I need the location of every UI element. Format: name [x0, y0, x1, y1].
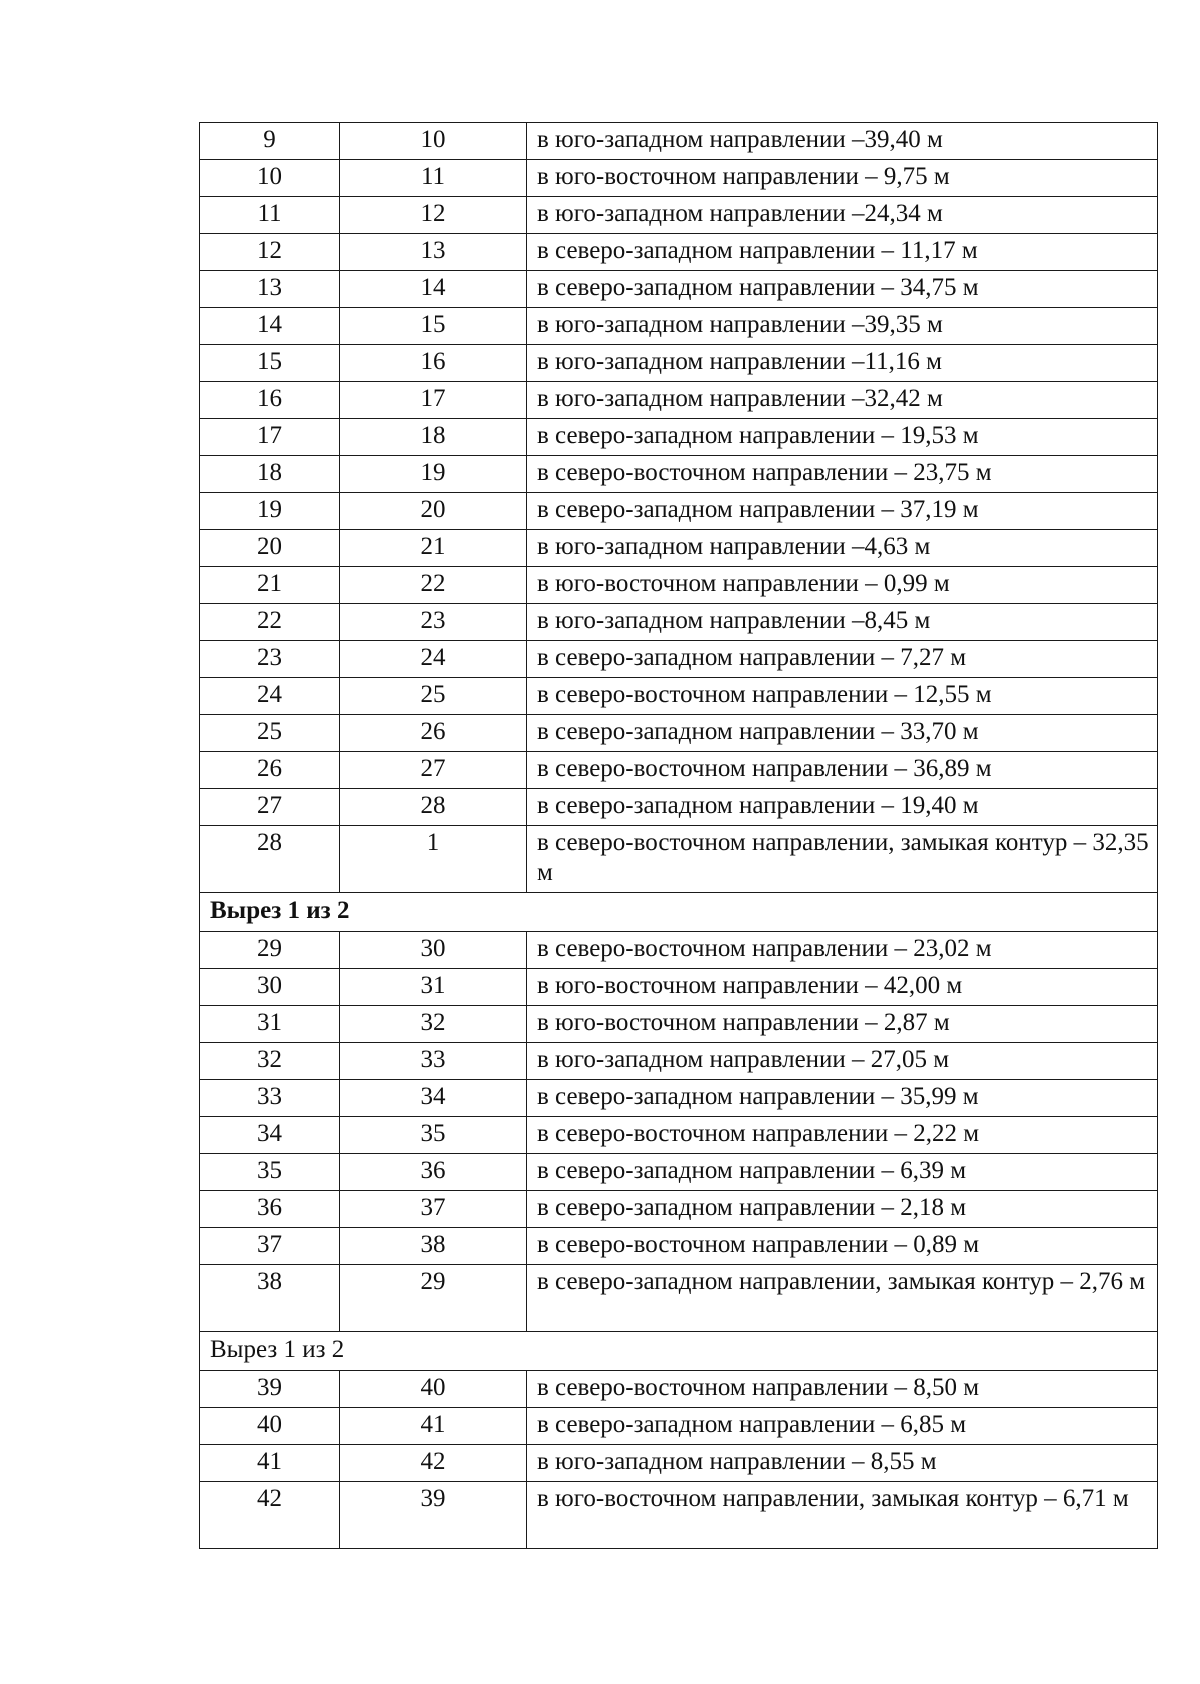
table-row	[200, 752, 1158, 789]
direction-description: в северо-восточном направлении – 0,89 м	[527, 1228, 1158, 1265]
to-point: 18	[340, 419, 527, 456]
from-point: 9	[200, 123, 340, 160]
table-row	[200, 123, 1158, 160]
to-point: 37	[340, 1191, 527, 1228]
to-point: 32	[340, 1006, 527, 1043]
table-row	[200, 419, 1158, 456]
direction-description: в северо-западном направлении – 6,39 м	[527, 1154, 1158, 1191]
table-row	[200, 1191, 1158, 1228]
from-point: 16	[200, 382, 340, 419]
direction-description: в северо-восточном направлении, замыкая контур – 32,35 м	[527, 826, 1158, 893]
from-point: 26	[200, 752, 340, 789]
table-row	[200, 1080, 1158, 1117]
table-row	[200, 456, 1158, 493]
table-row	[200, 1408, 1158, 1445]
from-point: 21	[200, 567, 340, 604]
from-point: 10	[200, 160, 340, 197]
direction-description: в северо-западном направлении – 34,75 м	[527, 271, 1158, 308]
table-row	[200, 969, 1158, 1006]
from-point: 42	[200, 1482, 340, 1549]
direction-description: в юго-восточном направлении – 2,87 м	[527, 1006, 1158, 1043]
direction-description: в северо-восточном направлении – 36,89 м	[527, 752, 1158, 789]
from-point: 12	[200, 234, 340, 271]
table-row	[200, 789, 1158, 826]
direction-description: в северо-западном направлении – 11,17 м	[527, 234, 1158, 271]
to-point: 23	[340, 604, 527, 641]
section-title: Вырез 1 из 2	[200, 893, 1158, 932]
table-row	[200, 1117, 1158, 1154]
direction-description: в северо-западном направлении – 19,40 м	[527, 789, 1158, 826]
from-point: 34	[200, 1117, 340, 1154]
from-point: 18	[200, 456, 340, 493]
from-point: 36	[200, 1191, 340, 1228]
to-point: 42	[340, 1445, 527, 1482]
table-row	[200, 1445, 1158, 1482]
direction-description: в северо-западном направлении – 19,53 м	[527, 419, 1158, 456]
table-row	[200, 1154, 1158, 1191]
table-row	[200, 715, 1158, 752]
to-point: 34	[340, 1080, 527, 1117]
to-point: 15	[340, 308, 527, 345]
from-point: 25	[200, 715, 340, 752]
direction-description: в северо-западном направлении – 37,19 м	[527, 493, 1158, 530]
from-point: 31	[200, 1006, 340, 1043]
table-row	[200, 1265, 1158, 1332]
to-point: 10	[340, 123, 527, 160]
table-row	[200, 932, 1158, 969]
to-point: 39	[340, 1482, 527, 1549]
boundary-description-table	[199, 122, 1158, 1549]
direction-description: в северо-западном направлении – 6,85 м	[527, 1408, 1158, 1445]
table-body	[200, 123, 1158, 1549]
direction-description: в северо-восточном направлении – 23,02 м	[527, 932, 1158, 969]
from-point: 23	[200, 641, 340, 678]
from-point: 29	[200, 932, 340, 969]
from-point: 11	[200, 197, 340, 234]
from-point: 30	[200, 969, 340, 1006]
from-point: 24	[200, 678, 340, 715]
to-point: 1	[340, 826, 527, 893]
direction-description: в юго-западном направлении – 27,05 м	[527, 1043, 1158, 1080]
from-point: 13	[200, 271, 340, 308]
table-row	[200, 271, 1158, 308]
direction-description: в северо-западном направлении – 2,18 м	[527, 1191, 1158, 1228]
from-point: 41	[200, 1445, 340, 1482]
from-point: 17	[200, 419, 340, 456]
direction-description: в юго-восточном направлении – 9,75 м	[527, 160, 1158, 197]
direction-description: в юго-западном направлении –39,40 м	[527, 123, 1158, 160]
to-point: 14	[340, 271, 527, 308]
direction-description: в юго-западном направлении –11,16 м	[527, 345, 1158, 382]
direction-description: в юго-западном направлении –4,63 м	[527, 530, 1158, 567]
to-point: 29	[340, 1265, 527, 1332]
from-point: 40	[200, 1408, 340, 1445]
direction-description: в северо-западном направлении – 7,27 м	[527, 641, 1158, 678]
table-row	[200, 234, 1158, 271]
direction-description: в юго-восточном направлении – 0,99 м	[527, 567, 1158, 604]
from-point: 15	[200, 345, 340, 382]
to-point: 24	[340, 641, 527, 678]
direction-description: в северо-западном направлении – 35,99 м	[527, 1080, 1158, 1117]
to-point: 26	[340, 715, 527, 752]
table-row	[200, 826, 1158, 893]
to-point: 40	[340, 1371, 527, 1408]
table-row	[200, 197, 1158, 234]
table-row	[200, 160, 1158, 197]
to-point: 11	[340, 160, 527, 197]
table-row	[200, 1371, 1158, 1408]
direction-description: в юго-западном направлении –32,42 м	[527, 382, 1158, 419]
to-point: 27	[340, 752, 527, 789]
table-row	[200, 345, 1158, 382]
section-header-row	[200, 1332, 1158, 1371]
section-title: Вырез 1 из 2	[200, 1332, 1158, 1371]
direction-description: в северо-восточном направлении – 12,55 м	[527, 678, 1158, 715]
table-row	[200, 1043, 1158, 1080]
table-row	[200, 641, 1158, 678]
to-point: 25	[340, 678, 527, 715]
direction-description: в северо-западном направлении – 33,70 м	[527, 715, 1158, 752]
table-row	[200, 530, 1158, 567]
from-point: 27	[200, 789, 340, 826]
to-point: 30	[340, 932, 527, 969]
to-point: 21	[340, 530, 527, 567]
from-point: 14	[200, 308, 340, 345]
table-row	[200, 1228, 1158, 1265]
to-point: 17	[340, 382, 527, 419]
to-point: 22	[340, 567, 527, 604]
direction-description: в северо-восточном направлении – 2,22 м	[527, 1117, 1158, 1154]
table-row	[200, 1482, 1158, 1549]
to-point: 35	[340, 1117, 527, 1154]
to-point: 36	[340, 1154, 527, 1191]
from-point: 38	[200, 1265, 340, 1332]
from-point: 22	[200, 604, 340, 641]
direction-description: в северо-восточном направлении – 23,75 м	[527, 456, 1158, 493]
section-header-row	[200, 893, 1158, 932]
table-row	[200, 567, 1158, 604]
to-point: 28	[340, 789, 527, 826]
direction-description: в юго-восточном направлении – 42,00 м	[527, 969, 1158, 1006]
to-point: 20	[340, 493, 527, 530]
direction-description: в юго-западном направлении –39,35 м	[527, 308, 1158, 345]
direction-description: в юго-западном направлении –8,45 м	[527, 604, 1158, 641]
table-row	[200, 604, 1158, 641]
direction-description: в юго-западном направлении –24,34 м	[527, 197, 1158, 234]
to-point: 33	[340, 1043, 527, 1080]
to-point: 41	[340, 1408, 527, 1445]
to-point: 16	[340, 345, 527, 382]
to-point: 38	[340, 1228, 527, 1265]
to-point: 19	[340, 456, 527, 493]
direction-description: в северо-западном направлении, замыкая контур – 2,76 м	[527, 1265, 1158, 1332]
from-point: 33	[200, 1080, 340, 1117]
from-point: 20	[200, 530, 340, 567]
to-point: 31	[340, 969, 527, 1006]
direction-description: в юго-восточном направлении, замыкая контур – 6,71 м	[527, 1482, 1158, 1549]
from-point: 32	[200, 1043, 340, 1080]
to-point: 12	[340, 197, 527, 234]
from-point: 37	[200, 1228, 340, 1265]
table-row	[200, 382, 1158, 419]
table-row	[200, 308, 1158, 345]
from-point: 39	[200, 1371, 340, 1408]
to-point: 13	[340, 234, 527, 271]
direction-description: в северо-восточном направлении – 8,50 м	[527, 1371, 1158, 1408]
from-point: 35	[200, 1154, 340, 1191]
from-point: 19	[200, 493, 340, 530]
from-point: 28	[200, 826, 340, 893]
direction-description: в юго-западном направлении – 8,55 м	[527, 1445, 1158, 1482]
table-row	[200, 678, 1158, 715]
table-row	[200, 493, 1158, 530]
table-row	[200, 1006, 1158, 1043]
